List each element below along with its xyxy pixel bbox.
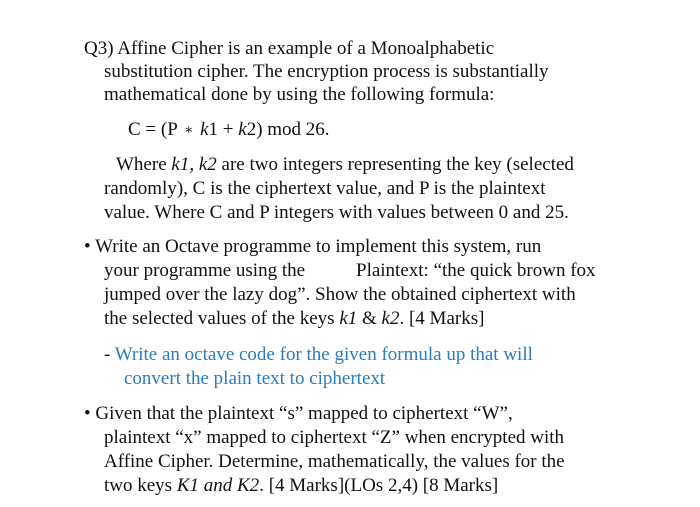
task1-line-4-pre: the selected values of the keys [104, 308, 340, 329]
subtask-line-1 [104, 344, 533, 366]
task1-key-k2: k2 [381, 308, 400, 329]
formula-k1-letter: k [200, 119, 209, 140]
where-line-3: value. Where C and P integers with values between 0 and 25. [104, 202, 569, 223]
where-line-1 [116, 154, 574, 176]
bullet-icon: • [84, 236, 91, 257]
task1-line-2a: your programme using the [104, 260, 306, 281]
bullet-icon: • [84, 403, 91, 424]
multiply-symbol: ∗ [183, 123, 194, 138]
formula-prefix: C = (P [128, 119, 178, 140]
where-line-2: randomly), C is the ciphertext value, and P is the plaintext [104, 178, 546, 199]
where-line-1-post: are two integers representing the key (selected [216, 154, 574, 175]
task1-line-2b: Plaintext: “the quick brown fox [356, 260, 596, 281]
subtask-line-1-text: Write an octave code for the given formula up that will [114, 344, 533, 365]
task2-line-1 [84, 403, 513, 425]
question-title-line-2: substitution cipher. The encryption process is substantially [104, 61, 549, 82]
task2-line-4-pre: two keys [104, 475, 177, 496]
task2-line-1-text: Given that the plaintext “s” mapped to ciphertext “W”, [95, 403, 513, 424]
task1-key-k1: k1 [339, 308, 358, 329]
task2-keys: K1 and K2 [176, 475, 260, 496]
task1-line-4 [104, 308, 484, 330]
formula-k1-rest: 1 + [208, 119, 239, 140]
formula-k2-letter: k [238, 119, 247, 140]
question-title-line-1: Q3) Affine Cipher is an example of a Monoalphabetic [84, 38, 495, 59]
task1-amp: & [357, 308, 382, 329]
subtask-line-2: convert the plain text to ciphertext [124, 368, 386, 389]
task1-marks: . [4 Marks] [399, 308, 485, 329]
formula-k2-rest: 2) mod 26. [246, 119, 330, 140]
dash-icon: - [104, 344, 111, 365]
task2-line-2: plaintext “x” mapped to ciphertext “Z” when encrypted with [104, 427, 565, 448]
question-title-line-3: mathematical done by using the following formula: [104, 84, 495, 105]
task2-line-3: Affine Cipher. Determine, mathematically, the values for the [104, 451, 565, 472]
where-keys: k1, k2 [171, 154, 217, 175]
task1-line-1 [84, 236, 541, 258]
task1-line-3: jumped over the lazy dog”. Show the obtained ciphertext with [104, 284, 576, 305]
task2-marks: . [4 Marks](LOs 2,4) [8 Marks] [259, 475, 499, 496]
task2-line-4 [104, 475, 498, 497]
affine-formula [128, 119, 330, 143]
where-line-1-pre: Where [116, 154, 172, 175]
task1-line-1-text: Write an Octave programme to implement this system, run [95, 236, 542, 257]
